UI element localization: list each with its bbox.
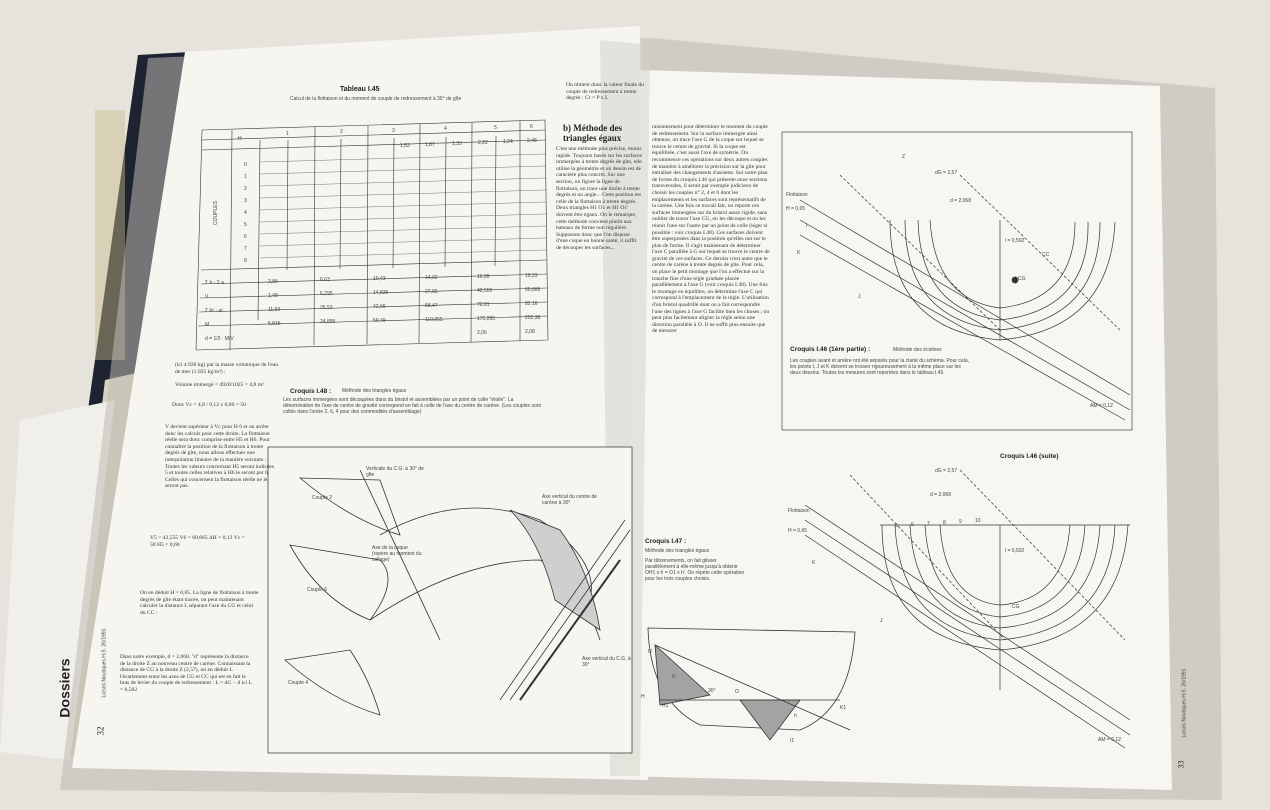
table-row-5: 5 [244,222,247,228]
i46s-label: l = 0,502 [1005,548,1025,554]
table-cell: 2,48 [527,138,537,144]
croquis-i47-subtitle: Méthode des triangles égaux [645,548,710,554]
i46s-label: 9 [959,519,962,525]
i46-label: d = 2,068 [950,198,971,204]
summary-value: 16,99 [477,274,490,280]
right-top-text: raisonnement pour déterminer le moment du couple de redressement. Sur la surface immergée ainsi obtenue, on trace l'axe G de la coque sur lequel se trouve le centre de gravité. Si la coque est équilibrée, c'est aussi l'axe de symétrie. On recommence ces opérations sur deux autres couples de manière à améliorer la précision sur la gîte pour entraîner des changements d'assiette. Sur notre plan de forme du croquis I.46 qui présente onze sections transversales, il serait par exemple judicieux de choisir les couples n° 2, 4 et 6 dont les emplacements et les surfaces sont représentatifs de la carène. Une fois ce travail fait, on reporte ces surfaces immergées sur du bristol assez rigide, sans oublier de tracer l'axe CG, on les découpe et on les réunit l'une sur l'autre par un point de colle (léger si possible : voir croquis I.48). Ces surfaces doivent être superposées dans la position qu'elles ont sur le plan de forme. Il s'agit maintenant de déterminer l'axe C parallèle à G sur lequel se trouve le centre de gravité de ces surfaces. Ce dernier n'est autre que le centre de carène à trente degrés de gîte. Pour cela, on place le petit montage que l'on a effectué sur la tranche fine d'une règle graduée placée parallèlement à l'axe G (voir croquis I.48). Une fois le montage en équilibre, on détermine l'axe C qui correspond à l'emplacement de la règle. L'utilisation d'un bristol quadrillé dont on a fait correspondre l'une des lignes à l'axe G facilite bien les choses ; on peut plus facilement aligner la règle selon une direction parallèle à O. Il ne suffit plus ensuite que de mesurer [652,124,770,335]
i46s-label: 10 [975,518,981,524]
table-group-4: 4 [444,126,447,132]
table-group-3: 3 [392,128,395,134]
croquis-i46-subtitle: Méthode des écolines [893,347,942,353]
table-row-6: 6 [244,234,247,240]
table-group-1: 1 [286,131,289,137]
i48-label: Verticale du C.G. à 30° de gîte [366,466,424,478]
i47-label: I1 [790,738,795,744]
left-page-number: 32 [95,726,106,736]
i46s-label: dG = 2,57 [935,468,958,474]
croquis-i48-subtitle: Méthode des triangles égaux [342,388,407,394]
croquis-i48-title: Croquis I.48 : [290,388,332,395]
croquis-i46-suite-title: Croquis I.46 (suite) [1000,453,1059,460]
i46s-label: CG [1012,604,1020,610]
i46s-label: J [880,618,883,624]
i47-label: I2 [648,649,653,655]
table-cell: 2,22 [478,140,488,146]
i47-label: O [735,689,739,695]
table-cell: 1,87 [425,142,435,148]
summary-value: 26,53 [320,305,333,311]
i46-label: I [806,223,808,229]
i46-label: K [797,250,801,256]
summary-value: 14,825 [373,290,389,296]
summary-value: 24,895 [320,319,336,325]
i46s-label: 6 [911,522,914,528]
i48-label: Axe de la coque (repère au moment du collage) [372,545,422,563]
right-footer-journal: Loisirs Nautiques H.S. 26/1991 [1181,668,1188,738]
table-group-5: 5 [494,125,497,131]
summary-label-5: d = 1/3 · M/V [205,336,234,342]
i48-label: Axe vertical du C.G. à 30° [582,656,631,668]
i46s-label: Flottaison [788,508,810,514]
summary-value: 27,05 [425,289,438,295]
i46-label: AM = 0,12 [1090,403,1113,409]
summary-value: 72,01 [477,302,490,308]
i46-label: H = 0,65 [786,206,806,212]
summary-value: 2,08 [525,329,535,335]
i48-label: Couple 2 [312,495,333,501]
summary-label-1: Σ b - Σ a [205,280,224,286]
left-text-1: (ici 4.920 kg) par la masse volumique de l'eau de mer (1.025 kg/m³) : [175,362,279,375]
i46-label: CG [1018,276,1026,282]
left-text-4: V devient supérieur à Vc pour H 6 et on arrête donc les calculs pour cette droite. La flottaison réelle sera donc comprise entre H5 et H6. Pour connaître la position de la flottaison à trente degrés de gîte, nous allons effectuer une interpolation linéaire de la manière suivante : Toutes les valeurs concernant H5 seront indicées 5 et toutes celles relatives à H6 le seront par 6. Celles qui concernent la flottaison réelle ne le seront pas. [165,424,274,490]
croquis-i47-title: Croquis I.47 : [645,538,687,545]
i47-label: 30° [708,688,716,694]
right-page-number: 33 [1176,760,1186,769]
croquis-i46-caption: Les couples avant et arrière ont été séparés pour la clarté du schéma. Pour cela, les points I, J et K doivent se trouver rigoureusement à la même place sur les deux dessins. Toutes les mesures sont reportées dans le tableau I.45. [790,358,969,376]
i46s-label: 7 [927,521,930,527]
section-title: b) Méthode des triangles égaux [563,123,622,143]
table-row-2: 2 [244,186,247,192]
table-row-1: 1 [244,174,247,180]
table-title: Tableau I.45 [340,86,380,93]
i46s-label: 8 [943,520,946,526]
summary-value: 42,555 [477,288,493,294]
section-text: C'est une méthode plus précise, moins rapide. Toujours basée sur les surfaces immergées à trente degrés de gîte, elle utilise la géométrie et un dessin est de caractère plus concret. Sur une section, on figure la ligne de flottaison, on trace une droite à trente degrés et un angle... Cette position est celle de la flottaison à trente degrés. Deux triangles H1 O1 et H1 O1' doivent être égaux. On le remarque, cette méthode convient plutôt aux bateaux de forme non régulière. Supposons donc que l'on dispose d'une coque en bonne santé, il suffit de découper les surfaces... [556,146,642,251]
i47-label: h' [672,674,676,680]
table-cell: 1,24 [503,139,513,145]
summary-value: 42,66 [373,304,386,310]
croquis-i48-drawing [268,447,632,753]
i47-label: h [794,713,797,719]
left-text-7: Dans notre exemple, d = 2,068. "d" représente la distance de la droite Z au nouveau centre de carène. Connaissant la distance de CG à la droite Z (2,57), on en déduit L l'écartement entre les axes de CG et CC qui est en fait le bras de levier du couple de redressement : L = dG − d ici L = 0,502 [120,654,252,693]
i46-label: Flottaison [786,192,808,198]
i47-label: H [641,694,645,700]
left-footer-journal: Loisirs Nautiques H.S. 26/1991 [101,628,108,698]
i46s-label: K [812,560,816,566]
table-row-3: 3 [244,198,247,204]
table-cell: 1,33 [452,141,462,147]
croquis-i46-title: Croquis I.46 (1ère partie) : [790,346,871,353]
i46s-label: d = 2,068 [930,492,951,498]
summary-value: 59,49 [373,318,386,324]
i46-label: dG = 2,57 [935,170,958,176]
table-row-8: 8 [244,258,247,264]
summary-label-3: Σ b² - a² [205,308,223,314]
i46-label: l = 0,502 [1005,238,1025,244]
table-group-6: 6 [530,124,533,130]
table-row-0: 0 [244,162,247,168]
i48-label: Couple 6 [307,587,328,593]
table-row-7: 7 [244,246,247,252]
summary-value: 252,38 [525,315,541,321]
table-subtitle: Calcul de la flottaison et du moment de couple de redressement à 30° de gîte [290,96,462,102]
summary-value: 58,47 [425,303,438,309]
i46-label: Z [902,154,906,160]
i48-label: Axe vertical du centre de carène à 30° [542,494,598,506]
summary-value: 110,055 [425,317,443,323]
left-text-6: On en déduit H = 0,65. La ligne de flottaison à trente degrés de gîte étant tracée, on peut maintenant calculer la distance L séparant l'axe du CG et celui du CC : [140,590,259,616]
summary-value: 14,02 [425,275,438,281]
left-text-2: Volume immergé = 4920/1025 = 4,8 m³ [175,382,264,388]
table-cell: 1,52 [400,143,410,149]
i48-label: Couple 4 [288,680,309,686]
i47-label: K1 [840,705,847,711]
right-col-text: On obtient donc la valeur finale du couple de redressement à trente degrés : Cr = P x L [566,82,644,102]
croquis-i47-caption: Par tâtonnements, on fait glisser parallèlement à elle-même jusqu'à obtenir OH1 x h = O1 x h'. On répète cette opération pour les trois couples choisis. [645,558,745,582]
i46s-label: AM = 0,12 [1098,737,1121,743]
summary-value: 6,63 [320,277,330,283]
table-row-label: COUPLES [212,201,219,225]
left-text-3: Donc Vc = 4,8 / 0,12 x 0,80 = 50 [172,402,246,408]
summary-value: 19,23 [525,273,538,279]
table-col-header: H [238,136,242,142]
left-text-5: V5 = 42,555 V6 = 60,665 ΔH = 0,12 Vc = 50 H5 = 0,60 [150,535,245,548]
table-row-4: 4 [244,210,247,216]
summary-label-4: M [205,322,210,328]
summary-value: 6,295 [320,291,333,297]
summary-value: 11,63 [268,307,281,313]
i46s-label: 5 [895,523,898,529]
i46-label: J [858,294,861,300]
summary-value: 82,16 [525,301,538,307]
i47-label: H1 [662,703,669,709]
croquis-i48-caption: Les surfaces immergées sont découpées dans du bristol et assemblées par un point de colle "étoile". La détermination de l'axe de centre de gravité correspond en fait à celle de l'axe du centre de carène. (Les couples sont collés dans l'ordre 2, 6, 4 pour des commodités d'assemblage) [283,397,541,415]
summary-label-2: V [205,294,209,300]
summary-value: 2,06 [477,330,487,336]
summary-value: 175,295 [477,316,496,322]
summary-value: 10,43 [373,276,386,282]
i46-label: CC [1042,252,1050,258]
i46s-label: H = 0,65 [788,528,808,534]
summary-value: 2,96 [268,279,278,285]
table-group-2: 2 [340,129,343,135]
magazine-spine-text: Dossiers [56,658,73,718]
summary-value: 60,665 [525,287,541,293]
summary-value: 5,815 [268,321,281,327]
summary-value: 1,48 [268,293,278,299]
